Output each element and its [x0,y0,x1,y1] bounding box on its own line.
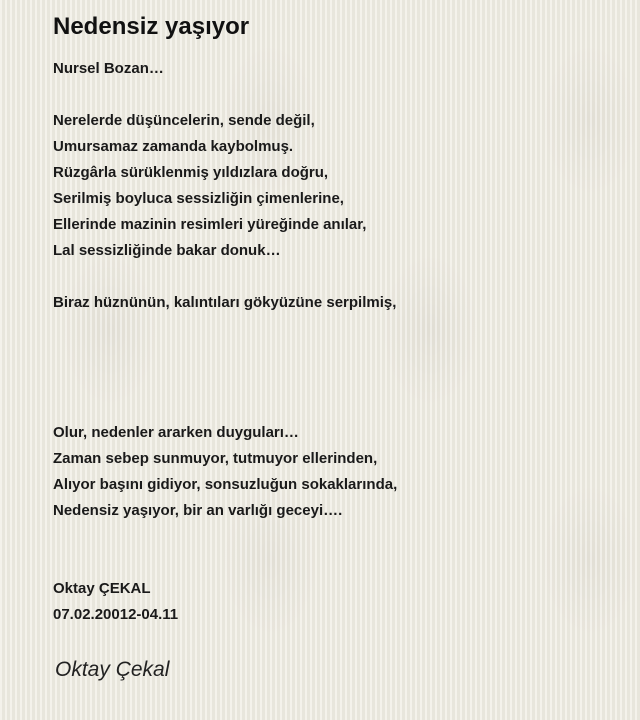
poem-line: Biraz hüznünün, kalıntıları gökyüzüne serpilmiş, [53,294,397,311]
poem-page [53,10,623,628]
author-signature: Oktay Çekal [55,658,170,681]
poem-line: Nedensiz yaşıyor, bir an varlığı geceyi…. [53,502,343,519]
poem-byline: Nursel Bozan… [53,60,164,77]
poem-line [53,524,623,550]
poem-title: Nedensiz yaşıyor [53,13,250,40]
poem-line: Rüzgârla sürüklenmiş yıldızlara doğru, [53,164,329,181]
poem-line: Ellerinde mazinin resimleri yüreğinde anılar, [53,216,367,233]
poem-line: Zaman sebep sunmuyor, tutmuyor ellerinden, [53,450,378,467]
poem-date: 07.02.20012-04.11 [53,606,179,623]
poem-line: Olur, nedenler ararken duyguları… [53,424,299,441]
poem-line: Umursamaz zamanda kaybolmuş. [53,138,294,155]
poem-line [53,550,623,576]
poem-author-name: Oktay ÇEKAL [53,580,151,597]
poem-line [53,342,623,368]
poem-line: Serilmiş boyluca sessizliğin çimenlerine, [53,190,344,207]
poem-line: Alıyor başını gidiyor, sonsuzluğun sokaklarında, [53,476,398,493]
poem-line [53,264,623,290]
poem-line [53,394,623,420]
poem-line: Nerelerde düşüncelerin, sende değil, [53,112,315,129]
poem-body [53,108,623,628]
poem-line [53,316,623,342]
poem-line [53,368,623,394]
poem-line: Lal sessizliğinde bakar donuk… [53,242,281,259]
